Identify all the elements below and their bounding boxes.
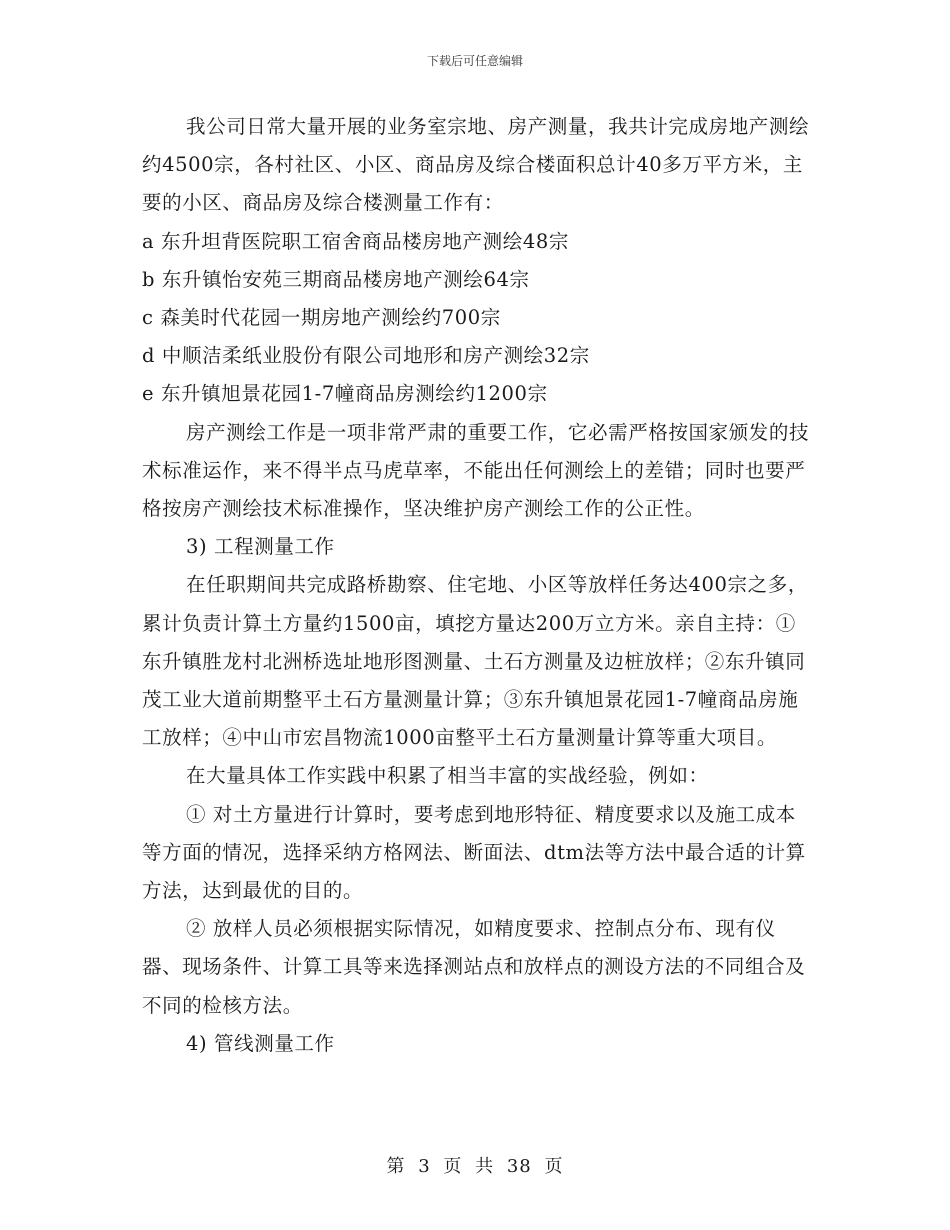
list-item-e: e 东升镇旭景花园1-7幢商品房测绘约1200宗 xyxy=(142,382,548,406)
list-item-a: a 东升坦背医院职工宿舍商品楼房地产测绘48宗 xyxy=(142,229,569,253)
experience-item-1: ① 对土方量进行计算时，要考虑到地形特征、精度要求以及施工成本等方面的情况，选择采纳方格网法、断面法、dtm法等方法中最合适的计算方法，达到最优的目的。 xyxy=(142,802,806,903)
list-item-b: b 东升镇怡安苑三期商品楼房地产测绘64宗 xyxy=(142,267,530,291)
experience-item-2: ② 放样人员必须根据实际情况，如精度要求、控制点分布、现有仪器、现场条件、计算工具等来选择测站点和放样点的测设方法的不同组合及不同的检核方法。 xyxy=(142,917,806,1017)
housing-survey-paragraph: 房产测绘工作是一项非常严肃的重要工作，它必需严格按国家颁发的技术标准运作，来不得半点马虎草率，不能出任何测绘上的差错；同时也要严格按房产测绘技术标准操作，坚决维护房产测绘工作的公正性。 xyxy=(142,420,810,521)
engineering-paragraph: 在任职期间共完成路桥勘察、住宅地、小区等放样任务达400宗之多，累计负责计算土方量约1500亩，填挖方量达200万立方米。亲自主持：①东升镇胜龙村北洲桥选址地形图测量、土石方测量及边桩放样；②东升镇同茂工业大道前期整平土石方量测量计算；③东升镇旭景花园1-7幢商品房施工放样；④中山市宏昌物流1000亩整平土石方量测量计算等重大项目。 xyxy=(142,573,808,750)
list-item-c: c 森美时代花园一期房地产测绘约700宗 xyxy=(142,306,501,330)
section-heading-engineering: 3) 工程测量工作 xyxy=(186,535,335,559)
page-header: 下载后可任意编辑 xyxy=(426,54,523,68)
list-item-d: d 中顺洁柔纸业股份有限公司地形和房产测绘32宗 xyxy=(142,344,590,368)
section-heading-pipeline: 4) 管线测量工作 xyxy=(186,1031,335,1055)
intro-paragraph: 我公司日常大量开展的业务室宗地、房产测量，我共计完成房地产测绘约4500宗，各村社区、小区、商品房及综合楼面积总计40多万平方米，主要的小区、商品房及综合楼测量工作有： xyxy=(142,115,810,215)
document-body xyxy=(142,108,814,1063)
page-footer: 第 3 页 共 38 页 xyxy=(386,1156,564,1177)
experience-intro: 在大量具体工作实践中积累了相当丰富的实战经验，例如： xyxy=(186,764,709,788)
